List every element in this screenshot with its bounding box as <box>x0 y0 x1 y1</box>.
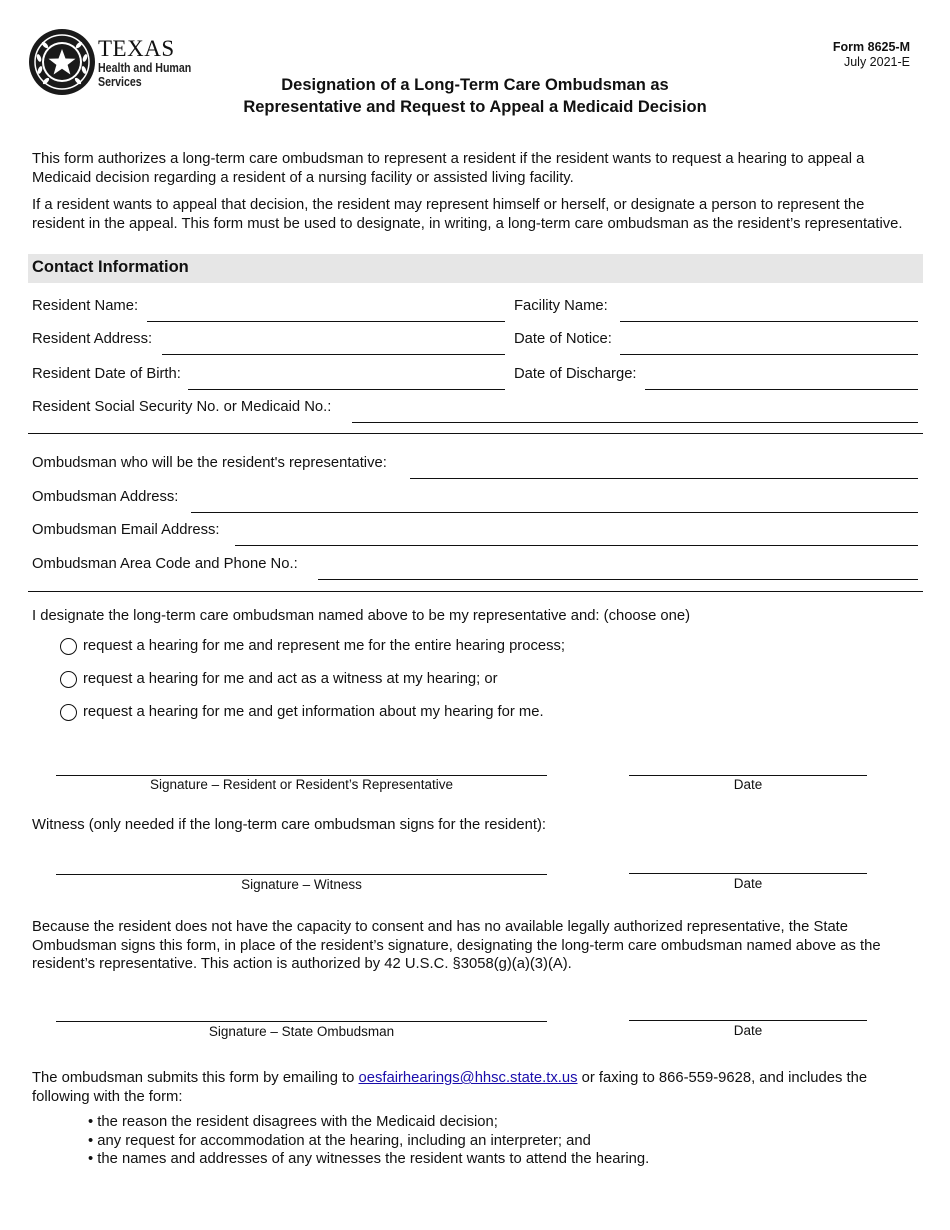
witness-signature-line[interactable] <box>56 874 547 875</box>
state-date-line[interactable] <box>629 1020 867 1021</box>
state-signature-line[interactable] <box>56 1021 547 1022</box>
list-item: • the reason the resident disagrees with the Medicaid decision; <box>88 1114 498 1130</box>
radio-button[interactable] <box>60 638 77 655</box>
contact-information-header <box>28 254 923 283</box>
date-of-notice-field[interactable] <box>620 354 918 355</box>
resident-dob-field[interactable] <box>188 389 505 390</box>
resident-ssn-label: Resident Social Security No. or Medicaid No.: <box>32 399 332 415</box>
ombudsman-address-label: Ombudsman Address: <box>32 489 179 505</box>
form-date: July 2021-E <box>843 55 910 69</box>
list-item: • the names and addresses of any witnesses the resident wants to attend the hearing. <box>88 1151 650 1167</box>
option-represent-entire-process[interactable] <box>60 637 565 655</box>
resident-date-caption: Date <box>733 777 763 792</box>
resident-date-line[interactable] <box>629 775 867 776</box>
ombudsman-phone-label: Ombudsman Area Code and Phone No.: <box>32 556 298 572</box>
title-line-2: Representative and Request to Appeal a Medicaid Decision <box>243 98 707 116</box>
resident-ssn-field[interactable] <box>352 422 918 423</box>
resident-dob-label: Resident Date of Birth: <box>32 366 181 382</box>
ombudsman-email-label: Ombudsman Email Address: <box>32 522 220 538</box>
ombudsman-address-field[interactable] <box>191 512 918 513</box>
ombudsman-phone-field[interactable] <box>318 579 918 580</box>
title-line-1: Designation of a Long-Term Care Ombudsman as <box>281 76 669 94</box>
ombudsman-email-field[interactable] <box>235 545 918 546</box>
facility-name-label: Facility Name: <box>514 298 608 314</box>
witness-note: Witness (only needed if the long-term care ombudsman signs for the resident): <box>32 817 547 833</box>
witness-signature-caption: Signature – Witness <box>241 877 362 892</box>
form-number: Form 8625-M <box>832 40 910 54</box>
divider <box>28 433 923 434</box>
resident-name-field[interactable] <box>147 321 505 322</box>
divider <box>28 591 923 592</box>
state-date-caption: Date <box>733 1023 763 1038</box>
logo-subtitle-line1: Health and Human <box>98 61 192 75</box>
form-number-block <box>833 40 910 70</box>
option-act-as-witness[interactable] <box>60 670 498 688</box>
date-of-notice-label: Date of Notice: <box>514 331 612 347</box>
witness-date-line[interactable] <box>629 873 867 874</box>
option-label: request a hearing for me and represent me for the entire hearing process; <box>83 638 565 654</box>
logo-title: TEXAS <box>98 36 175 61</box>
resident-signature-line[interactable] <box>56 775 547 776</box>
resident-signature-caption: Signature – Resident or Resident’s Representative <box>150 777 453 792</box>
logo-subtitle-line2: Services <box>98 75 142 89</box>
ombudsman-representative-label: Ombudsman who will be the resident's representative: <box>32 455 387 471</box>
option-label: request a hearing for me and act as a witness at my hearing; or <box>83 671 498 687</box>
intro-paragraph-2: If a resident wants to appeal that decision, the resident may represent himself or herself, or designate a person to represent the resident in the appeal. This form must be used to designate, in writing, a long-term care ombudsman as the resident’s representative. <box>32 197 903 232</box>
submission-list <box>88 1113 649 1169</box>
submission-paragraph <box>32 1069 917 1106</box>
radio-button[interactable] <box>60 671 77 688</box>
state-signature-caption: Signature – State Ombudsman <box>208 1024 395 1039</box>
resident-address-field[interactable] <box>162 354 505 355</box>
ombudsman-representative-field[interactable] <box>410 478 918 479</box>
option-label: request a hearing for me and get information about my hearing for me. <box>83 704 544 720</box>
intro-paragraph-1: This form authorizes a long-term care ombudsman to represent a resident if the resident wants to request a hearing to appeal a Medicaid decision regarding a resident of a nursing facility or assisted living facility. <box>32 151 865 186</box>
facility-name-field[interactable] <box>620 321 918 322</box>
section-heading: Contact Information <box>32 258 189 276</box>
submission-text-before: The ombudsman submits this form by emailing to <box>32 1070 359 1086</box>
radio-button[interactable] <box>60 704 77 721</box>
state-ombudsman-paragraph: Because the resident does not have the capacity to consent and has no available legally authorized representative, the State Ombudsman signs this form, in place of the resident’s signature, designating the long-term care ombudsman named above as the resident’s representative. This action is authorized by 42 U.S.C. §3058(g)(a)(3)(A). <box>32 919 881 972</box>
page-title <box>0 74 950 118</box>
date-of-discharge-field[interactable] <box>645 389 918 390</box>
submission-text-after: or faxing to 866-559-9628, and includes the following with the form: <box>32 1070 868 1105</box>
date-of-discharge-label: Date of Discharge: <box>514 366 637 382</box>
option-get-information[interactable] <box>60 703 544 721</box>
resident-name-label: Resident Name: <box>32 298 139 314</box>
witness-date-caption: Date <box>733 876 763 891</box>
designation-prompt: I designate the long-term care ombudsman named above to be my representative and: (choose one) <box>32 608 691 624</box>
resident-address-label: Resident Address: <box>32 331 153 347</box>
list-item: • any request for accommodation at the hearing, including an interpreter; and <box>88 1132 591 1149</box>
email-link[interactable]: oesfairhearings@hhsc.state.tx.us <box>358 1070 578 1086</box>
